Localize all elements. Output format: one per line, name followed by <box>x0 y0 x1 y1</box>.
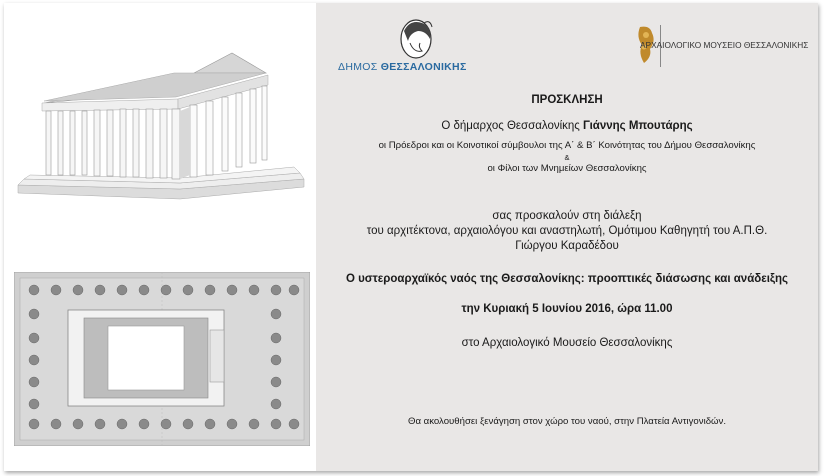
alexander-head-logo-icon <box>396 17 436 61</box>
museum-logo <box>632 23 812 73</box>
temple-perspective-image <box>4 3 316 203</box>
municipality-name: ΔΗΜΟΣ ΘΕΣΣΑΛΟΝΙΚΗΣ <box>338 61 467 73</box>
lecture-title: Ο υστεροαρχαϊκός ναός της Θεσσαλονίκης: προοπτικές διάσωσης και ανάδειξης <box>345 273 789 285</box>
invitation-title: ΠΡΟΣΚΛΗΣΗ <box>531 94 603 106</box>
councils-line: οι Πρόεδροι και οι Κοινοτικοί σύμβουλοι της Α΄ & Β΄ Κοινότητας του Δήμου Θεσσαλονίκης <box>378 140 756 151</box>
friends-line: οι Φίλοι των Μνημείων Θεσσαλονίκης <box>487 163 647 174</box>
temple-floor-plan-image <box>14 272 310 446</box>
speaker-role-line: του αρχιτέκτονα, αρχαιολόγου και αναστηλωτή, Ομότιμου Καθηγητή του Α.Π.Θ. <box>366 225 768 237</box>
footer-note: Θα ακολουθήσει ξενάγηση στον χώρο του ναού, στην Πλατεία Αντιγονιδών. <box>408 416 726 427</box>
event-datetime: την Κυριακή 5 Ιουνίου 2016, ώρα 11.00 <box>461 303 673 315</box>
speaker-name-line: Γιώργου Καραδέδου <box>515 240 619 252</box>
invitation-card <box>4 3 818 471</box>
invitation-text-panel <box>316 3 818 471</box>
ampersand: & <box>564 153 570 162</box>
temple-illustrations <box>4 3 316 471</box>
museum-name: ΑΡΧΑΙΟΛΟΓΙΚΟ ΜΟΥΣΕΙΟ ΘΕΣΣΑΛΟΝΙΚΗΣ <box>640 40 809 50</box>
invite-line: σας προσκαλούν στη διάλεξη <box>492 210 642 222</box>
municipality-logo <box>338 17 488 77</box>
event-venue: στο Αρχαιολογικό Μουσείο Θεσσαλονίκης <box>461 337 673 349</box>
mayor-line: Ο δήμαρχος Θεσσαλονίκης Γιάννης Μπουτάρης <box>441 120 693 132</box>
